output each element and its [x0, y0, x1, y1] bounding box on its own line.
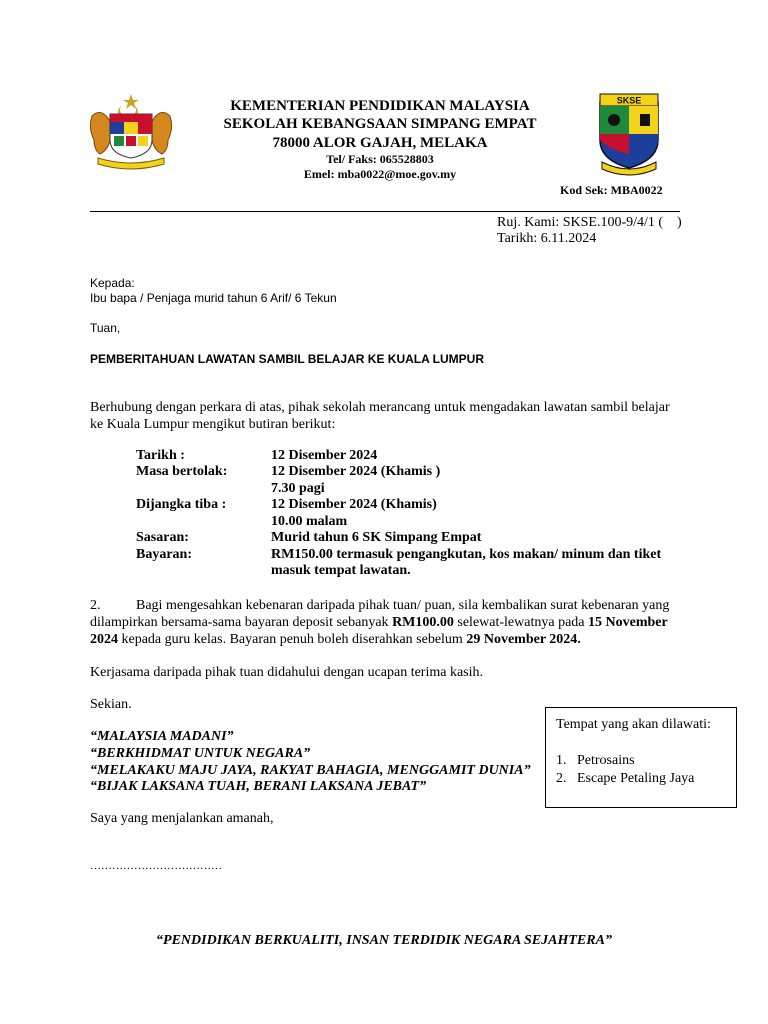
deposit-deadline: 15 November: [588, 615, 668, 630]
salutation: Tuan,: [90, 321, 121, 335]
thanks-line: Kerjasama daripada pihak tuan didahului dengan ucapan terima kasih.: [90, 665, 484, 680]
recipient-label: Kepada:: [90, 276, 135, 290]
school-phone: Tel/ Faks: 065528803: [326, 152, 434, 166]
ministry-name: KEMENTERIAN PENDIDIKAN MALAYSIA: [230, 98, 530, 114]
detail-label: Bayaran:: [136, 547, 192, 562]
deposit-amount: RM100.00: [392, 615, 454, 630]
detail-value: 10.00 malam: [271, 514, 348, 529]
detail-value: 12 Disember 2024 (Khamis): [271, 497, 437, 512]
letter-date: Tarikh: 6.11.2024: [497, 231, 597, 246]
school-code: Kod Sek: MBA0022: [560, 183, 663, 197]
text-run: kepada guru kelas. Bayaran penuh boleh diserahkan sebelum: [118, 632, 467, 647]
header-divider: [90, 211, 680, 212]
destination-item: Escape Petaling Jaya: [577, 771, 695, 786]
school-email: Emel: mba0022@moe.gov.my: [303, 167, 457, 181]
intro-line: Berhubung dengan perkara di atas, pihak sekolah merancang untuk mengadakan lawatan sambil belajar: [90, 400, 670, 415]
detail-label: Masa bertolak:: [136, 464, 228, 479]
destination-number: 1.: [556, 753, 567, 768]
destinations-box: [545, 707, 737, 808]
letter-subject: PEMBERITAHUAN LAWATAN SAMBIL BELAJAR KE KUALA LUMPUR: [90, 352, 484, 366]
paragraph-2-line: [90, 614, 668, 631]
detail-value: Murid tahun 6 SK Simpang Empat: [271, 530, 482, 545]
full-payment-deadline: 29 November 2024.: [466, 632, 581, 647]
text-run: selewat-lewatnya pada: [453, 615, 588, 630]
motto-line: “MALAYSIA MADANI”: [90, 729, 234, 744]
detail-value: 12 Disember 2024 (Khamis ): [271, 464, 441, 479]
closing-line: Sekian.: [90, 697, 132, 712]
detail-label: Tarikh :: [136, 448, 185, 463]
intro-line: ke Kuala Lumpur mengikut butiran berikut:: [90, 417, 336, 432]
malaysia-coat-of-arms-icon: [88, 92, 174, 172]
detail-value: masuk tempat lawatan.: [271, 563, 411, 578]
school-name: SEKOLAH KEBANGSAAN SIMPANG EMPAT: [223, 116, 537, 132]
paragraph-2-line: [90, 631, 581, 648]
detail-value: RM150.00 termasuk pengangkutan, kos makan/ minum dan tiket: [271, 547, 662, 562]
motto-line: “MELAKAKU MAJU JAYA, RAKYAT BAHAGIA, MENGGAMIT DUNIA”: [90, 763, 531, 778]
destinations-title: Tempat yang akan dilawati:: [556, 717, 711, 732]
paragraph-2-line: Bagi mengesahkan kebenaran daripada pihak tuan/ puan, sila kembalikan surat kebenaran yang: [136, 598, 670, 613]
detail-value: 7.30 pagi: [271, 481, 325, 496]
footer-motto: “PENDIDIKAN BERKUALITI, INSAN TERDIDIK NEGARA SEJAHTERA”: [156, 933, 612, 948]
signature-line: Saya yang menjalankan amanah,: [90, 811, 274, 826]
motto-line: “BERKHIDMAT UNTUK NEGARA”: [90, 746, 311, 761]
signature-placeholder: ………………………………: [90, 860, 222, 872]
detail-label: Dijangka tiba :: [136, 497, 227, 512]
recipient-name: Ibu bapa / Penjaga murid tahun 6 Arif/ 6 Tekun: [90, 291, 337, 305]
detail-label: Sasaran:: [136, 530, 189, 545]
detail-value: 12 Disember 2024: [271, 448, 378, 463]
destination-item: Petrosains: [577, 753, 635, 768]
school-logo-icon: [596, 92, 662, 176]
school-logo-text: SKSE: [616, 95, 642, 106]
motto-line: “BIJAK LAKSANA TUAH, BERANI LAKSANA JEBAT”: [90, 779, 427, 794]
school-address: 78000 ALOR GAJAH, MELAKA: [272, 135, 488, 151]
destination-number: 2.: [556, 771, 567, 786]
reference-number: Ruj. Kami: SKSE.100-9/4/1 ( ): [497, 215, 682, 230]
text-run: dilampirkan bersama-sama bayaran deposit sebanyak: [90, 615, 393, 630]
paragraph-number: 2.: [90, 598, 101, 613]
deposit-deadline-year: 2024: [90, 632, 118, 647]
